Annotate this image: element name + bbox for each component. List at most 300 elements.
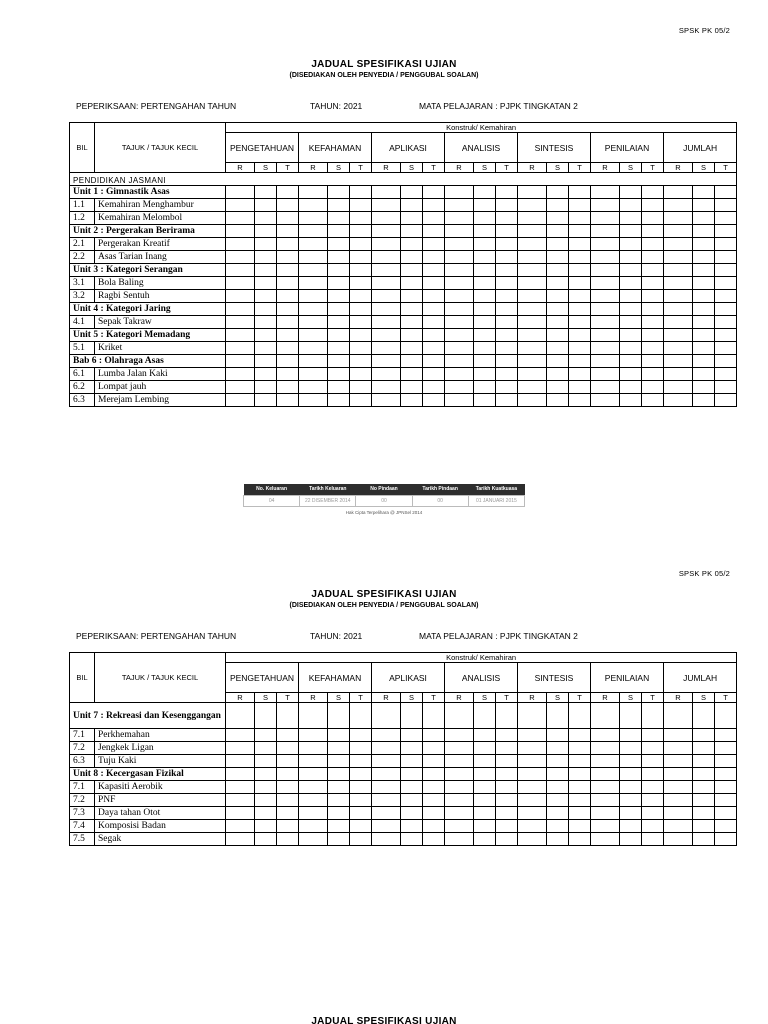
score-cell xyxy=(518,264,547,277)
score-cell xyxy=(401,368,423,381)
score-cell xyxy=(474,742,496,755)
score-cell xyxy=(328,251,350,264)
score-cell xyxy=(299,342,328,355)
score-cell xyxy=(445,290,474,303)
score-cell xyxy=(255,381,277,394)
score-cell xyxy=(496,264,518,277)
score-cell xyxy=(620,316,642,329)
score-cell xyxy=(423,794,445,807)
score-cell xyxy=(350,703,372,729)
score-cell xyxy=(547,277,569,290)
score-cell xyxy=(255,199,277,212)
score-cell xyxy=(569,781,591,794)
score-cell xyxy=(664,238,693,251)
score-cell xyxy=(620,833,642,846)
bil-cell: 1.1 xyxy=(70,199,95,212)
score-cell xyxy=(401,342,423,355)
footer-value-cell: 04 xyxy=(244,495,300,506)
score-cell xyxy=(372,833,401,846)
score-cell xyxy=(547,212,569,225)
score-cell xyxy=(299,742,328,755)
score-cell xyxy=(226,238,255,251)
score-cell xyxy=(591,199,620,212)
score-cell xyxy=(277,277,299,290)
score-cell xyxy=(226,742,255,755)
score-cell xyxy=(664,264,693,277)
score-cell xyxy=(664,368,693,381)
score-cell xyxy=(226,768,255,781)
score-cell xyxy=(372,316,401,329)
score-cell xyxy=(591,251,620,264)
rst-header: S xyxy=(620,163,642,173)
score-cell xyxy=(642,768,664,781)
bil-cell: 7.1 xyxy=(70,729,95,742)
score-cell xyxy=(277,225,299,238)
score-cell xyxy=(277,290,299,303)
score-cell xyxy=(255,807,277,820)
score-cell xyxy=(642,820,664,833)
score-cell xyxy=(350,342,372,355)
score-cell xyxy=(620,186,642,199)
footer-value-cell: 00 xyxy=(356,495,412,506)
score-cell xyxy=(445,768,474,781)
rst-header: R xyxy=(591,693,620,703)
score-cell xyxy=(620,768,642,781)
score-cell xyxy=(518,794,547,807)
score-cell xyxy=(620,794,642,807)
score-cell xyxy=(620,729,642,742)
copyright-text: Hak Cipta Terpelihara @ JPNSel 2014 xyxy=(345,509,423,515)
footer-header-cell: No Pindaan xyxy=(356,484,412,495)
score-cell xyxy=(277,394,299,407)
score-cell xyxy=(693,833,715,846)
bil-cell: 3.2 xyxy=(70,290,95,303)
score-cell xyxy=(518,368,547,381)
score-cell xyxy=(693,703,715,729)
score-cell xyxy=(401,781,423,794)
score-cell xyxy=(715,729,737,742)
score-cell xyxy=(474,807,496,820)
score-cell xyxy=(445,729,474,742)
unit-title: Unit 4 : Kategori Jaring xyxy=(70,303,226,316)
score-cell xyxy=(401,277,423,290)
topic-cell: Segak xyxy=(95,833,226,846)
score-cell xyxy=(715,768,737,781)
score-cell xyxy=(372,199,401,212)
document-control-box xyxy=(243,484,525,515)
rst-header: R xyxy=(518,693,547,703)
score-cell xyxy=(496,303,518,316)
score-cell xyxy=(642,807,664,820)
score-cell xyxy=(401,768,423,781)
score-cell xyxy=(693,368,715,381)
score-cell xyxy=(518,833,547,846)
score-cell xyxy=(715,755,737,768)
score-cell xyxy=(474,833,496,846)
score-cell xyxy=(423,303,445,316)
score-cell xyxy=(372,820,401,833)
score-cell xyxy=(423,316,445,329)
score-cell xyxy=(547,342,569,355)
score-cell xyxy=(474,277,496,290)
score-cell xyxy=(255,316,277,329)
score-cell xyxy=(445,781,474,794)
score-cell xyxy=(445,303,474,316)
score-cell xyxy=(328,290,350,303)
score-cell xyxy=(591,768,620,781)
score-cell xyxy=(496,742,518,755)
score-cell xyxy=(474,199,496,212)
score-cell xyxy=(423,199,445,212)
score-cell xyxy=(328,186,350,199)
score-cell xyxy=(591,316,620,329)
score-cell xyxy=(350,368,372,381)
score-cell xyxy=(255,303,277,316)
score-cell xyxy=(445,742,474,755)
score-cell xyxy=(591,290,620,303)
topic-cell: Lumba Jalan Kaki xyxy=(95,368,226,381)
score-cell xyxy=(664,742,693,755)
score-cell xyxy=(547,186,569,199)
score-cell xyxy=(642,264,664,277)
score-cell xyxy=(591,225,620,238)
group-header: SINTESIS xyxy=(518,663,591,693)
bil-cell: 5.1 xyxy=(70,342,95,355)
score-cell xyxy=(620,329,642,342)
score-cell xyxy=(474,781,496,794)
topic-cell: Kemahiran Menghambur xyxy=(95,199,226,212)
topic-cell: Kriket xyxy=(95,342,226,355)
score-cell xyxy=(423,755,445,768)
score-cell xyxy=(277,316,299,329)
score-cell xyxy=(255,342,277,355)
score-cell xyxy=(401,290,423,303)
score-cell xyxy=(328,238,350,251)
score-cell xyxy=(328,729,350,742)
unit-title: Unit 1 : Gimnastik Asas xyxy=(70,186,226,199)
bil-cell: 7.5 xyxy=(70,833,95,846)
score-cell xyxy=(328,277,350,290)
score-cell xyxy=(423,355,445,368)
score-cell xyxy=(518,329,547,342)
score-cell xyxy=(474,755,496,768)
score-cell xyxy=(547,225,569,238)
score-cell xyxy=(518,212,547,225)
score-cell xyxy=(445,355,474,368)
score-cell xyxy=(226,807,255,820)
score-cell xyxy=(423,342,445,355)
page-title: JADUAL SPESIFIKASI UJIAN xyxy=(311,59,457,70)
score-cell xyxy=(401,755,423,768)
score-cell xyxy=(423,833,445,846)
score-cell xyxy=(474,368,496,381)
score-cell xyxy=(642,290,664,303)
score-cell xyxy=(372,368,401,381)
score-cell xyxy=(401,742,423,755)
score-cell xyxy=(226,316,255,329)
score-cell xyxy=(372,212,401,225)
score-cell xyxy=(423,807,445,820)
score-cell xyxy=(255,703,277,729)
score-cell xyxy=(620,199,642,212)
score-cell xyxy=(518,394,547,407)
score-cell xyxy=(350,807,372,820)
score-cell xyxy=(328,807,350,820)
table-row xyxy=(70,251,737,264)
score-cell xyxy=(328,755,350,768)
score-cell xyxy=(642,703,664,729)
topic-cell: Ragbi Sentuh xyxy=(95,290,226,303)
score-cell xyxy=(277,768,299,781)
score-cell xyxy=(255,833,277,846)
table-row xyxy=(70,794,737,807)
score-cell xyxy=(474,303,496,316)
score-cell xyxy=(569,381,591,394)
score-cell xyxy=(693,238,715,251)
unit-row xyxy=(70,303,737,316)
score-cell xyxy=(350,264,372,277)
group-header: APLIKASI xyxy=(372,133,445,163)
rst-header: S xyxy=(620,693,642,703)
score-cell xyxy=(496,290,518,303)
score-cell xyxy=(620,225,642,238)
table-row xyxy=(70,807,737,820)
footer-value-cell: 22 DISEMBER 2014 xyxy=(300,495,356,506)
exam-label: PEPERIKSAAN: PERTENGAHAN TAHUN xyxy=(76,101,237,111)
score-cell xyxy=(620,820,642,833)
score-cell xyxy=(664,794,693,807)
score-cell xyxy=(423,820,445,833)
score-cell xyxy=(474,225,496,238)
score-cell xyxy=(299,290,328,303)
score-cell xyxy=(445,394,474,407)
score-cell xyxy=(372,290,401,303)
score-cell xyxy=(255,277,277,290)
score-cell xyxy=(693,329,715,342)
score-cell xyxy=(620,781,642,794)
score-cell xyxy=(226,342,255,355)
score-cell xyxy=(226,394,255,407)
topic-cell: Lompat jauh xyxy=(95,381,226,394)
score-cell xyxy=(445,225,474,238)
score-cell xyxy=(423,781,445,794)
rst-header: S xyxy=(474,693,496,703)
rst-header: T xyxy=(642,693,664,703)
unit-row xyxy=(70,186,737,199)
score-cell xyxy=(328,394,350,407)
score-cell xyxy=(642,355,664,368)
bil-cell: 7.2 xyxy=(70,794,95,807)
score-cell xyxy=(569,264,591,277)
bil-cell: 4.1 xyxy=(70,316,95,329)
score-cell xyxy=(715,329,737,342)
score-cell xyxy=(693,381,715,394)
score-cell xyxy=(299,703,328,729)
score-cell xyxy=(328,355,350,368)
score-cell xyxy=(664,755,693,768)
score-cell xyxy=(518,316,547,329)
score-cell xyxy=(445,368,474,381)
score-cell xyxy=(255,212,277,225)
score-cell xyxy=(328,316,350,329)
score-cell xyxy=(401,381,423,394)
score-cell xyxy=(350,277,372,290)
group-header: PENGETAHUAN xyxy=(226,133,299,163)
score-cell xyxy=(569,368,591,381)
score-cell xyxy=(328,381,350,394)
score-cell xyxy=(255,225,277,238)
bil-cell: 7.3 xyxy=(70,807,95,820)
score-cell xyxy=(569,703,591,729)
score-cell xyxy=(664,703,693,729)
score-cell xyxy=(423,742,445,755)
score-cell xyxy=(664,212,693,225)
doc-code: SPSK PK 05/2 xyxy=(678,26,730,35)
rst-header: R xyxy=(299,163,328,173)
score-cell xyxy=(372,742,401,755)
score-cell xyxy=(591,381,620,394)
score-cell xyxy=(591,186,620,199)
score-cell xyxy=(277,355,299,368)
score-cell xyxy=(423,703,445,729)
score-cell xyxy=(664,251,693,264)
group-header: JUMLAH xyxy=(664,133,737,163)
rst-header: R xyxy=(445,163,474,173)
rst-header: S xyxy=(401,693,423,703)
score-cell xyxy=(474,768,496,781)
score-cell xyxy=(620,394,642,407)
rst-header: T xyxy=(715,693,737,703)
table-row xyxy=(70,316,737,329)
score-cell xyxy=(350,225,372,238)
bil-cell: 7.4 xyxy=(70,820,95,833)
rst-header: R xyxy=(664,693,693,703)
score-cell xyxy=(620,807,642,820)
score-cell xyxy=(547,251,569,264)
score-cell xyxy=(299,394,328,407)
score-cell xyxy=(591,820,620,833)
unit-title: Unit 3 : Kategori Serangan xyxy=(70,264,226,277)
score-cell xyxy=(255,251,277,264)
score-cell xyxy=(591,355,620,368)
bil-cell: 2.1 xyxy=(70,238,95,251)
score-cell xyxy=(496,807,518,820)
score-cell xyxy=(518,820,547,833)
score-cell xyxy=(547,238,569,251)
rst-header: R xyxy=(299,693,328,703)
score-cell xyxy=(664,290,693,303)
score-cell xyxy=(569,807,591,820)
table-row xyxy=(70,381,737,394)
score-cell xyxy=(569,186,591,199)
score-cell xyxy=(664,729,693,742)
score-cell xyxy=(547,329,569,342)
score-cell xyxy=(226,199,255,212)
year-label: TAHUN: 2021 xyxy=(310,101,363,111)
footer-header-cell: No. Keluaran xyxy=(244,484,300,495)
rst-header: R xyxy=(591,163,620,173)
score-cell xyxy=(299,768,328,781)
score-cell xyxy=(372,807,401,820)
score-cell xyxy=(474,355,496,368)
score-cell xyxy=(715,742,737,755)
score-cell xyxy=(350,329,372,342)
score-cell xyxy=(423,251,445,264)
tajuk-header: TAJUK / TAJUK KECIL xyxy=(95,123,226,173)
score-cell xyxy=(255,238,277,251)
score-cell xyxy=(445,212,474,225)
score-cell xyxy=(328,342,350,355)
score-cell xyxy=(299,368,328,381)
score-cell xyxy=(277,742,299,755)
score-cell xyxy=(299,251,328,264)
bil-cell: 6.3 xyxy=(70,755,95,768)
unit-title: Unit 8 : Kecergasan Fizikal xyxy=(70,768,226,781)
score-cell xyxy=(496,225,518,238)
score-cell xyxy=(496,355,518,368)
score-cell xyxy=(328,781,350,794)
score-cell xyxy=(518,768,547,781)
score-cell xyxy=(401,212,423,225)
score-cell xyxy=(693,225,715,238)
score-cell xyxy=(620,277,642,290)
score-cell xyxy=(401,251,423,264)
score-cell xyxy=(591,368,620,381)
group-header: ANALISIS xyxy=(445,663,518,693)
score-cell xyxy=(401,225,423,238)
score-cell xyxy=(299,264,328,277)
score-cell xyxy=(620,355,642,368)
score-cell xyxy=(693,199,715,212)
score-cell xyxy=(255,742,277,755)
score-cell xyxy=(350,381,372,394)
score-cell xyxy=(620,342,642,355)
score-cell xyxy=(226,833,255,846)
score-cell xyxy=(299,794,328,807)
score-cell xyxy=(445,820,474,833)
score-cell xyxy=(620,264,642,277)
score-cell xyxy=(496,186,518,199)
score-cell xyxy=(277,781,299,794)
rst-header: S xyxy=(547,693,569,703)
score-cell xyxy=(372,186,401,199)
bil-cell: 3.1 xyxy=(70,277,95,290)
score-cell xyxy=(255,394,277,407)
topic-cell: Kemahiran Melombol xyxy=(95,212,226,225)
score-cell xyxy=(277,368,299,381)
score-cell xyxy=(445,186,474,199)
score-cell xyxy=(474,290,496,303)
score-cell xyxy=(277,186,299,199)
score-cell xyxy=(547,394,569,407)
score-cell xyxy=(423,186,445,199)
score-cell xyxy=(591,729,620,742)
score-cell xyxy=(496,277,518,290)
score-cell xyxy=(715,186,737,199)
score-cell xyxy=(642,368,664,381)
score-cell xyxy=(569,238,591,251)
score-cell xyxy=(496,199,518,212)
score-cell xyxy=(445,264,474,277)
score-cell xyxy=(569,768,591,781)
score-cell xyxy=(693,729,715,742)
score-cell xyxy=(664,833,693,846)
doc-code-2: SPSK PK 05/2 xyxy=(678,569,730,578)
score-cell xyxy=(693,781,715,794)
score-cell xyxy=(401,355,423,368)
score-cell xyxy=(255,355,277,368)
score-cell xyxy=(642,781,664,794)
